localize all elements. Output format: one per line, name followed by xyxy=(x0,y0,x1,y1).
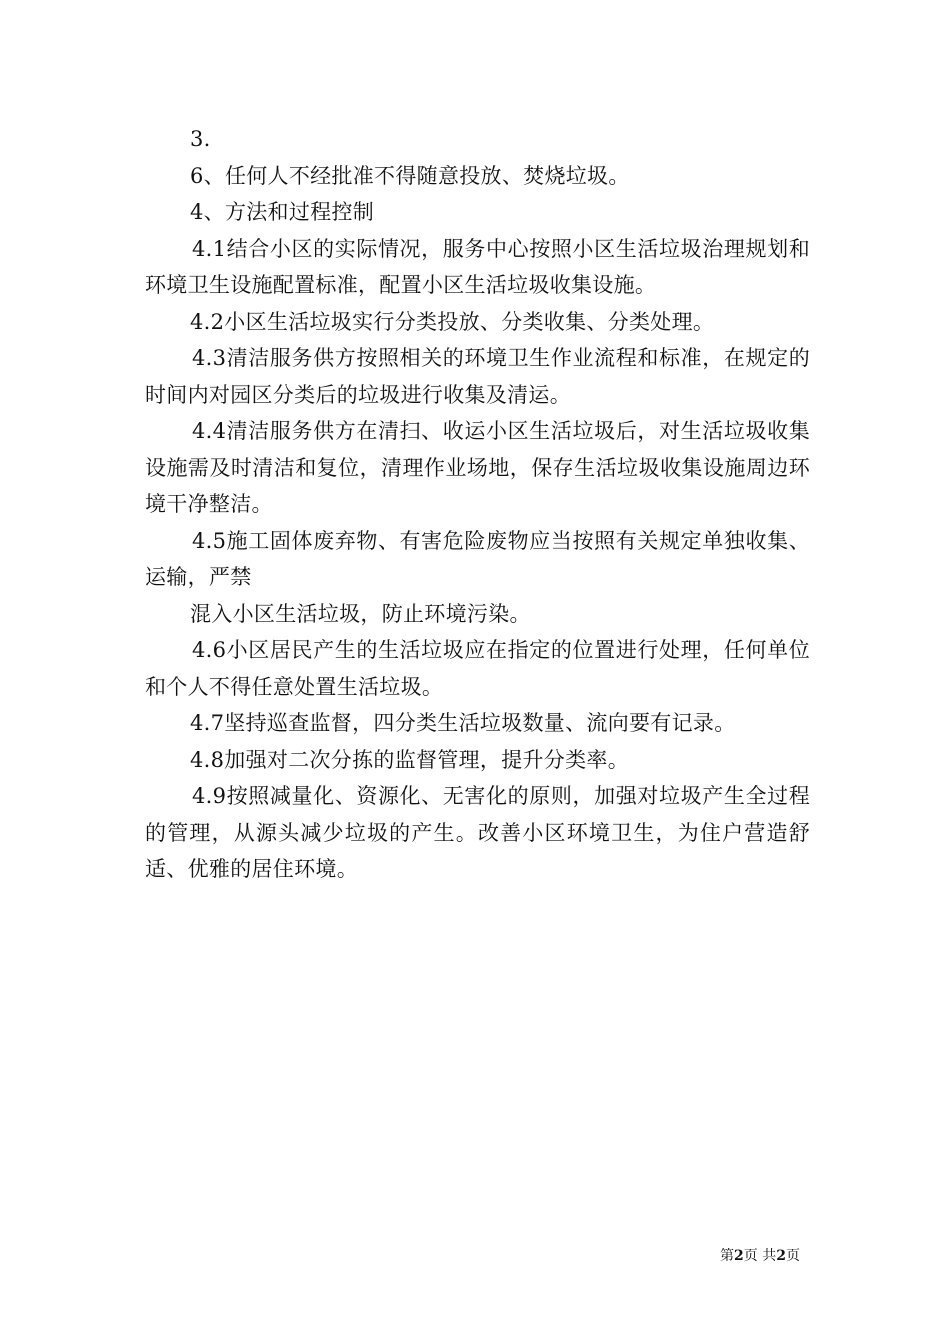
paragraph-rule-6: 6、任何人不经批准不得随意投放、焚烧垃圾。 xyxy=(190,163,630,188)
footer-middle: 页 共 xyxy=(743,1248,777,1264)
paragraph-4-5: 4.5施工固体废弃物、有害危险废物应当按照有关规定单独收集、运输，严禁 xyxy=(145,528,810,589)
footer-current-page: 2 xyxy=(734,1248,744,1264)
section-heading-4: 4、方法和过程控制 xyxy=(190,200,375,224)
paragraph-4-2: 4.2小区生活垃圾实行分类投放、分类收集、分类处理。 xyxy=(190,309,715,334)
footer-total-pages: 2 xyxy=(776,1248,786,1264)
paragraph-4-8: 4.8加强对二次分拣的监督管理，提升分类率。 xyxy=(190,747,629,772)
paragraph-4-6: 4.6小区居民产生的生活垃圾应在指定的位置进行处理，任何单位和个人不得任意处置生活垃圾。 xyxy=(145,638,810,699)
paragraph-4-3: 4.3清洁服务供方按照相关的环境卫生作业流程和标准，在规定的时间内对园区分类后的垃圾进行收集及清运。 xyxy=(145,346,810,407)
footer-suffix: 页 xyxy=(785,1248,800,1264)
footer-prefix: 第 xyxy=(720,1248,734,1264)
paragraph-4-4: 4.4清洁服务供方在清扫、收运小区生活垃圾后，对生活垃圾收集设施需及时清洁和复位，清理作业场地，保存生活垃圾收集设施周边环境干净整洁。 xyxy=(145,419,810,516)
paragraph-4-7: 4.7坚持巡查监督，四分类生活垃圾数量、流向要有记录。 xyxy=(190,711,736,735)
paragraph-4-1: 4.1结合小区的实际情况，服务中心按照小区生活垃圾治理规划和环境卫生设施配置标准，配置小区生活垃圾收集设施。 xyxy=(145,236,810,297)
paragraph-4-9: 4.9按照减量化、资源化、无害化的原则，加强对垃圾产生全过程的管理，从源头减少垃圾的产生。改善小区环境卫生，为住户营造舒适、优雅的居住环境。 xyxy=(145,784,810,881)
page-number-footer xyxy=(720,1246,800,1266)
paragraph-item-3: 3. xyxy=(190,127,211,151)
paragraph-4-5-continued: 混入小区生活垃圾，防止环境污染。 xyxy=(190,601,531,626)
document-body xyxy=(145,121,810,888)
